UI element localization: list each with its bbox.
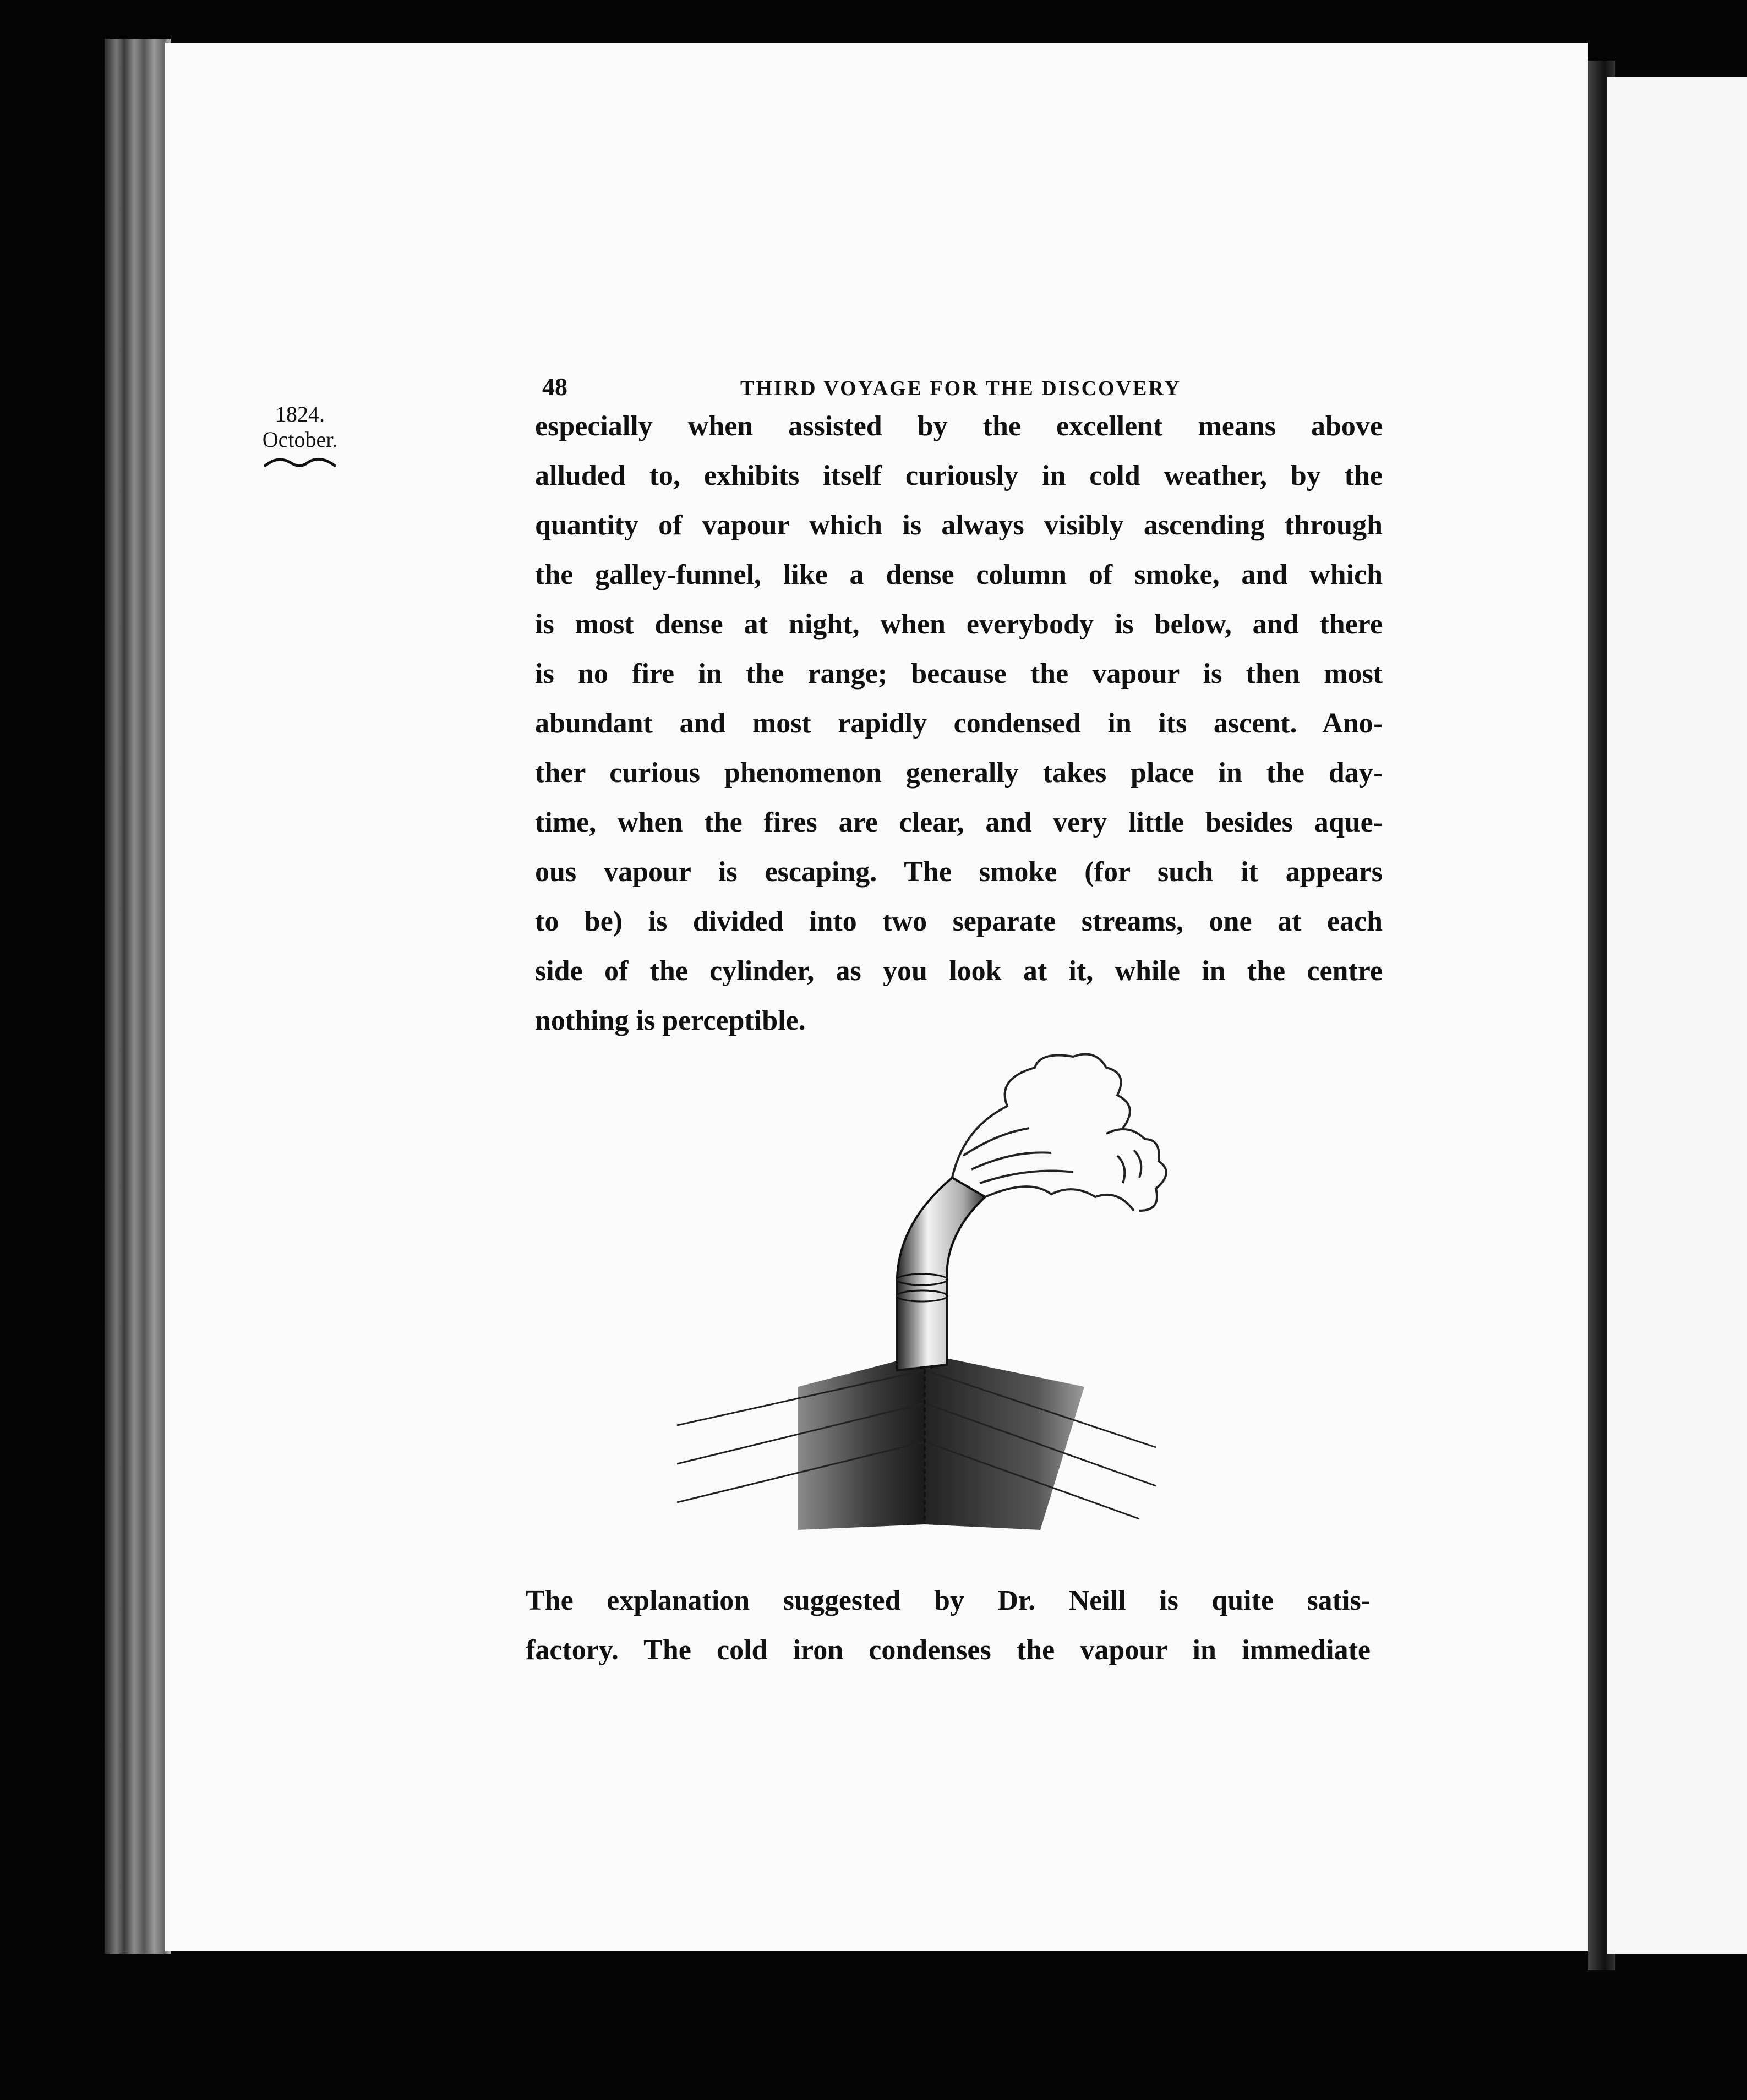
text-line: time, when the fires are clear, and very little besides aque- [535,807,1383,838]
paragraph-explanation [526,1576,1371,1675]
roof-deck [677,1354,1156,1530]
funnel-cylinder [897,1178,985,1370]
text-line: especially when assisted by the excellent means above [535,411,1383,442]
page-number: 48 [542,373,567,401]
text-line: is no fire in the range; because the vapour is then most [535,658,1383,690]
flourish-ornament-icon [264,456,336,470]
text-line: abundant and most rapidly condensed in its ascent. Ano- [535,708,1383,739]
margin-date-note [245,402,355,470]
paragraph-main [535,402,1383,1046]
margin-month: October. [262,427,338,452]
facing-page-edge [1607,77,1747,1954]
text-line: ous vapour is escaping. The smoke (for such it appears [535,856,1383,888]
running-title: THIRD VOYAGE FOR THE DISCOVERY [740,377,1181,400]
text-line: nothing is perceptible. [535,1005,806,1036]
text-line: side of the cylinder, as you look at it, while in the centre [535,955,1383,987]
text-line: quantity of vapour which is always visibly ascending through [535,510,1383,541]
text-line: the galley-funnel, like a dense column of smoke, and which [535,559,1383,590]
galley-funnel-illustration [655,1046,1260,1557]
text-line: ther curious phenomenon generally takes place in the day- [535,757,1383,789]
margin-year: 1824. [275,402,325,426]
text-line: alluded to, exhibits itself curiously in cold weather, by the [535,460,1383,491]
vapour-cloud [952,1054,1166,1211]
text-line: factory. The cold iron condenses the vapour in immediate [526,1634,1371,1666]
book-spine [105,39,171,1954]
text-line: to be) is divided into two separate streams, one at each [535,906,1383,937]
text-line: is most dense at night, when everybody is below, and there [535,609,1383,640]
text-line: The explanation suggested by Dr. Neill is quite satis- [526,1585,1371,1616]
